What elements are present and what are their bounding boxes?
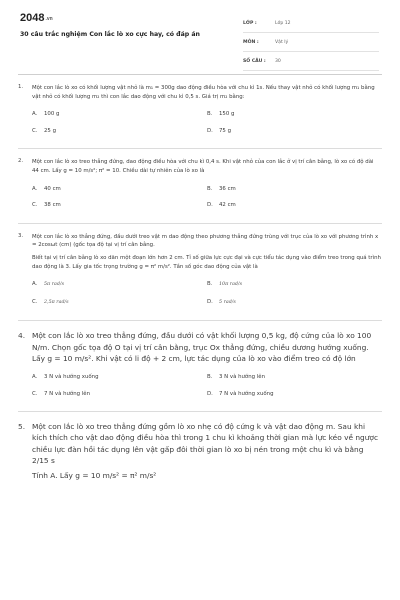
option-c[interactable] xyxy=(32,198,207,215)
option-c[interactable] xyxy=(32,295,207,313)
logo-text: 2048 xyxy=(20,12,45,24)
option-label: C. xyxy=(32,390,38,397)
option-label: D. xyxy=(207,298,213,305)
meta-key: SỐ CÂU : xyxy=(243,58,266,64)
option-d[interactable] xyxy=(207,295,382,313)
option-label: A. xyxy=(32,111,38,118)
option-label: D. xyxy=(207,202,213,209)
option-text: 38 cm xyxy=(44,202,61,209)
question-number: 4. xyxy=(18,331,26,341)
question-text: Một con lắc lò xo thẳng đứng, đầu dưới treo vật m dao động theo phương thẳng đứng trùng với trục của lò xo với phương trình x = 2cosωt (cm) (gốc tọa độ tại vị trí cân bằng. xyxy=(32,233,379,249)
option-text: 25 g xyxy=(44,127,56,134)
question-subtext: Biết tại vị trí cân bằng lò xo dãn một đoạn lớn hơn 2 cm. Tỉ số giữa lực cực đại và cực tiểu tác dụng vào điểm treo trong quá trình dao động là 3. Lấy gia tốc trọng trường g = π² m/s². Tần số góc dao động của vật là xyxy=(32,254,381,270)
option-text: 3 N và hướng xuống xyxy=(44,373,99,380)
option-b[interactable] xyxy=(207,277,382,295)
option-label: B. xyxy=(207,373,213,380)
option-b[interactable] xyxy=(207,107,382,124)
meta-row-count xyxy=(243,52,379,71)
option-label: B. xyxy=(207,281,213,288)
question-text: Một con lắc lò xo treo thẳng đứng gồm lò xo nhẹ có độ cứng k và vật dao động m. Sau khi kích thích cho vật dao động điều hòa thì trong 1 chu kì khoảng thời gian mà lực kéo về ngược chiều lực đàn hồi tác dụng lên vật gấp đôi thời gian lò xo bị nén trong một chu kì và bằng 2/15 s xyxy=(32,422,379,465)
logo-tld: .vn xyxy=(45,16,53,22)
meta-key: LỚP : xyxy=(243,20,257,26)
option-label: C. xyxy=(32,202,38,209)
meta-key: MÔN : xyxy=(243,39,259,45)
option-a[interactable] xyxy=(32,277,207,295)
option-a[interactable] xyxy=(32,182,207,199)
question-number: 3. xyxy=(18,232,24,239)
option-text: 36 cm xyxy=(219,185,236,192)
option-label: D. xyxy=(207,390,213,397)
option-text: 5 rad/s xyxy=(219,299,236,305)
option-d[interactable] xyxy=(207,198,382,215)
question-3 xyxy=(18,224,382,322)
question-subtext: Tính A. Lấy g = 10 m/s² = π² m/s² xyxy=(32,470,157,480)
option-a[interactable] xyxy=(32,370,207,387)
question-5 xyxy=(18,412,382,489)
question-text: Một con lắc lò xo treo thẳng đứng, đầu dưới có vật khối lượng 0,5 kg, độ cứng của lò xo 100 N/m. Chọn gốc tọa độ O tại vị trí cân bằng, trục Ox thẳng đứng, chiều dương hướng xuống. Lấy g = 10 m/s². Khi vật có li độ + 2 cm, lực tác dụng của lò xo vào điểm treo có độ lớn xyxy=(32,331,372,363)
meta-value: Lớp 12 xyxy=(275,20,291,26)
option-a[interactable] xyxy=(32,107,207,124)
answer-options xyxy=(32,277,382,312)
option-text: 75 g xyxy=(219,127,231,134)
question-text: Một con lắc lò xo treo thẳng đứng, dao động điều hòa với chu kì 0,4 s. Khi vật nhỏ của con lắc ở vị trí cân bằng, lò xo có độ dài 44 cm. Lấy g = 10 m/s²; π² = 10. Chiều dài tự nhiên của lò xo là xyxy=(32,159,374,174)
question-text: Một con lắc lò xo có khối lượng vật nhỏ là m₁ = 300g dao động điều hòa với chu kì 1s. Nếu thay vật nhỏ có khối lượng m₁ bằng vật nhỏ có khối lượng m₂ thì con lắc dao động với chu kì 0,5 s. Giá trị m₂ bằng: xyxy=(32,85,375,100)
page-header xyxy=(18,0,382,75)
option-label: B. xyxy=(207,185,213,192)
option-d[interactable] xyxy=(207,387,382,404)
option-label: A. xyxy=(32,373,38,380)
answer-options xyxy=(32,107,382,140)
option-text: 100 g xyxy=(44,111,60,118)
option-text: 42 cm xyxy=(219,202,236,209)
option-d[interactable] xyxy=(207,124,382,141)
answer-options xyxy=(32,370,382,403)
meta-value: Vật lý xyxy=(275,39,289,45)
option-text: 5π rad/s xyxy=(44,282,65,288)
option-text: 40 cm xyxy=(44,185,61,192)
meta-row-subject xyxy=(243,33,379,52)
page-title: 30 câu trắc nghiệm Con lắc lò xo cực hay, có đáp án xyxy=(20,31,200,38)
option-text: 10π rad/s xyxy=(219,282,243,288)
question-2 xyxy=(18,149,382,223)
option-label: B. xyxy=(207,111,213,118)
option-b[interactable] xyxy=(207,182,382,199)
question-4 xyxy=(18,321,382,412)
meta-table xyxy=(243,14,379,71)
question-number: 5. xyxy=(18,422,26,432)
question-number: 2. xyxy=(18,158,24,165)
meta-row-class xyxy=(243,14,379,33)
option-text: 2,5π rad/s xyxy=(44,299,69,305)
answer-options xyxy=(32,182,382,215)
option-text: 7 N và hướng lên xyxy=(44,390,91,397)
option-text: 7 N và hướng xuống xyxy=(219,390,274,397)
question-1 xyxy=(18,75,382,149)
option-label: A. xyxy=(32,185,38,192)
option-label: C. xyxy=(32,127,38,134)
option-text: 150 g xyxy=(219,111,235,118)
option-label: C. xyxy=(32,298,38,305)
site-logo[interactable] xyxy=(20,12,53,24)
option-label: D. xyxy=(207,127,213,134)
option-c[interactable] xyxy=(32,124,207,141)
option-b[interactable] xyxy=(207,370,382,387)
question-number: 1. xyxy=(18,84,24,90)
option-label: A. xyxy=(32,281,38,288)
option-c[interactable] xyxy=(32,387,207,404)
meta-value: 30 xyxy=(275,58,281,64)
option-text: 3 N và hướng lên xyxy=(219,373,266,380)
